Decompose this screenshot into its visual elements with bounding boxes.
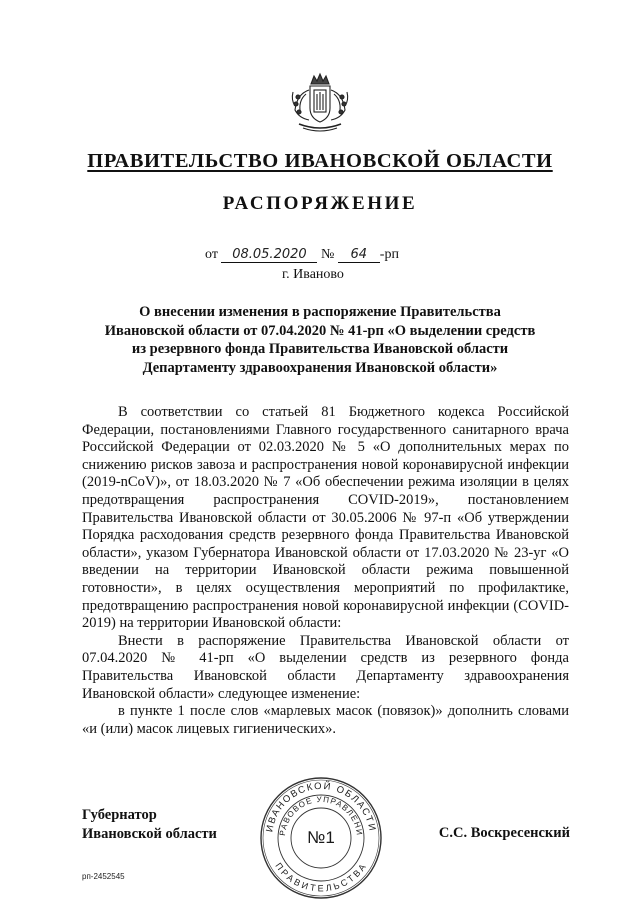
- body-paragraph-change: в пункте 1 после слов «марлевых масок (повязок)» дополнить словами «и (или) масок лицевых гигиенических».: [82, 703, 569, 737]
- official-stamp: [258, 775, 384, 901]
- body-paragraph-preamble: В соответствии со статьей 81 Бюджетного кодекса Российской Федерации, постановлениями Главного государственного санитарного врача Российской Федерации от 02.03.2020 № 5 «О дополнительных мерах по снижению рисков завоза и распространения новой коронавирусной инфекции (2019-nCoV)», от 18.03.2020 № 7 «Об обеспечении режима изоляции в целях предотвращения распространения COVID-2019», постановлением Правительства Ивановской области от 30.05.2006 № 97-п «Об утверждении Порядка расходования средств резервного фонда Правительства Ивановской области», указом Губернатора Ивановской области от 17.03.2020 № 23-уг «О введении на территории Ивановской области режима повышенной готовности», в целях осуществления мероприятий по профилактике, предотвращению распространения новой коронавирусной инфекции (COVID-2019) на территории Ивановской области:: [82, 404, 569, 632]
- registration-line: [205, 247, 399, 263]
- body-paragraph-order: Внести в распоряжение Правительства Ивановской области от 07.04.2020 № 41-рп «О выделении средств из резервного фонда Правительства Ивановской области Департаменту здравоохранения Ивановской области» следующее изменение:: [82, 632, 569, 702]
- signer-position-line: Ивановской области: [82, 826, 217, 842]
- signer-name: С.С. Воскресенский: [438, 825, 570, 841]
- stamp-number: №1: [307, 828, 335, 847]
- document-title: [100, 303, 540, 377]
- document-code: рп-2452545: [82, 872, 125, 881]
- title-line: из резервного фонда Правительства Ивановской области: [131, 341, 509, 357]
- organization-title: ПРАВИТЕЛЬСТВО ИВАНОВСКОЙ ОБЛАСТИ: [87, 150, 553, 172]
- document-body: [82, 404, 569, 738]
- title-line: Ивановской области от 07.04.2020 № 41-рп «О выделении средств: [104, 322, 536, 339]
- title-line: Департаменту здравоохранения Ивановской области»: [142, 359, 498, 376]
- stamp-outer-text: ИВАНОВСКОЙ ОБЛАСТИ: [264, 780, 378, 834]
- number-suffix: -рп: [379, 247, 399, 262]
- from-label: от: [205, 247, 218, 262]
- handwritten-date: 08.05.2020: [221, 247, 317, 263]
- coat-of-arms-icon: [287, 70, 353, 134]
- title-line: О внесении изменения в распоряжение Правительства: [139, 304, 501, 320]
- city: г. Иваново: [282, 267, 344, 282]
- signer-position: [82, 806, 217, 844]
- handwritten-number: 64: [338, 247, 380, 263]
- number-label: №: [320, 247, 335, 262]
- stamp-inner-text: РАВОВОЕ УПРАВЛЕНИ: [278, 794, 365, 837]
- stamp-bottom-text: ПРАВИТЕЛЬСТВА: [273, 860, 369, 894]
- document-type: РАСПОРЯЖЕНИЕ: [222, 193, 418, 214]
- signer-position-line: Губернатор: [82, 807, 157, 823]
